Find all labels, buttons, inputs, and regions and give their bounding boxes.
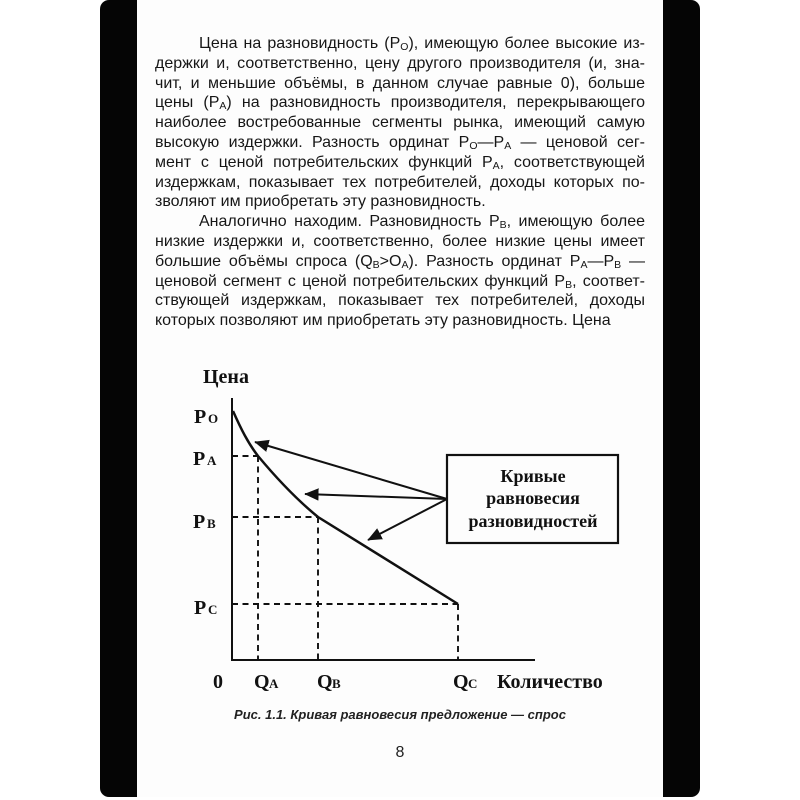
callout-arrow-3 [368,499,447,540]
paragraph-line: высокую издержки. Разность ординат $P_O—P_A$ — ценовой сег- [155,133,645,152]
figure-diagram [137,350,663,710]
label-q-c-sub: C [468,676,478,691]
paragraph-line: цены $(P_A)$ на разновидность производителя, перекрывающего [155,94,645,113]
paragraph-line: держки и, соответственно, цену другого производителя (и, зна- [155,54,645,72]
paragraph-line: большие объёмы спроса $(Q_B>O_A)$. Разность ординат $P_A—P_B$ — [155,252,645,271]
body-text [155,34,645,331]
label-q-a-sub: A [269,676,279,691]
label-q-c: Q [453,671,469,693]
callout-arrow-1 [255,442,447,499]
paragraph-line: Цена на разновидность $(P_O)$, имеющую более высокие из- [199,35,645,53]
label-q-b-sub: B [332,676,341,691]
book-page [137,0,663,797]
paragraph-line: наиболее востребованные сегменты рынка, имеющий самую [155,114,645,132]
guide-pa-qa [232,456,258,660]
x-axis-title: Количество [497,671,603,693]
guide-pc-qc [232,604,458,660]
paragraph-line: ствующей издержкам, показывает тех потребителей, доходы [155,292,645,310]
paragraph-line: Аналогично находим. Разновидность $P_B$, имеющую более [199,213,645,232]
label-origin: 0 [213,671,223,693]
callout-arrow-2 [305,494,447,499]
paragraph-line: низкие издержки и, соответственно, более низкие цены имеет [155,232,645,250]
callout-line-2: равновесия [486,488,580,508]
y-axis-title: Цена [203,366,249,388]
label-p-c: P [194,597,207,619]
label-p-a: P [193,448,206,470]
paragraph-line: чит, и меньшие объёмы, в данном случае равные 0), больше [155,74,645,92]
label-p-o-sub: O [208,411,219,426]
guide-pb-qb [232,517,318,660]
label-p-b: P [193,511,206,533]
paragraph-line: мент с ценой потребительских функций $P_A$, соответствующей [155,153,645,172]
paragraph-line: ценовой сегмент с ценой потребительских функций $P_B$, соответ- [155,272,645,291]
equilibrium-curve [233,411,458,604]
label-p-a-sub: A [207,453,217,468]
paragraph-line: зволяют им приобретать эту разновидность. [155,193,486,211]
figure-caption: Рис. 1.1. Кривая равновесия предложение — спрос [234,707,566,722]
label-q-b: Q [317,671,333,693]
label-q-a: Q [254,671,270,693]
callout-line-1: Кривые [500,466,566,486]
book-page-photo [100,0,700,797]
label-p-o: P [194,406,207,428]
callout-line-3: разновидностей [468,511,598,531]
page-number: 8 [395,744,405,761]
paragraph-line: которых позволяют им приобретать эту разновидность. Цена [155,312,611,330]
paragraph-line: издержкам, показывает тех потребителей, доходы которых по- [155,173,645,191]
label-p-b-sub: B [207,516,216,531]
label-p-c-sub: C [208,602,218,617]
